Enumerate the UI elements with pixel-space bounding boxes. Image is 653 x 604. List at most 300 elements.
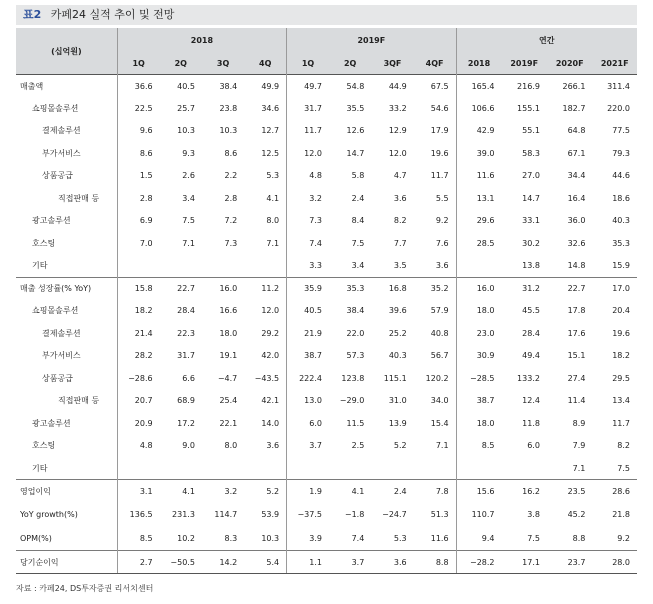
earnings-table — [16, 28, 637, 574]
table-cell: 3.6 — [393, 193, 407, 203]
table-cell: 16.4 — [567, 193, 586, 203]
row-label: 상품공급 — [42, 171, 73, 181]
table-cell: 5.2 — [393, 441, 407, 451]
table-cell: 12.7 — [261, 126, 280, 136]
stub-header: (십억원) — [16, 28, 117, 75]
table-cell: 8.0 — [224, 441, 238, 451]
table-cell: 7.9 — [572, 441, 586, 451]
table-cell: 11.2 — [244, 277, 286, 300]
column-header: 3Q — [202, 52, 244, 75]
table-cell: 36.0 — [567, 216, 586, 226]
table-cell: 3.1 — [117, 480, 159, 504]
table-cell: 15.1 — [567, 351, 586, 361]
table-cell: 54.6 — [430, 103, 449, 113]
table-cell: 7.4 — [351, 533, 365, 543]
table-cell: 3.6 — [266, 441, 280, 451]
table-cell: 28.0 — [592, 550, 637, 574]
table-cell: 222.4 — [287, 367, 329, 390]
table-cell: 68.9 — [177, 396, 195, 406]
table-cell: 17.6 — [567, 328, 586, 338]
table-cell: 16.2 — [502, 480, 547, 504]
table-cell: 58.3 — [522, 148, 540, 158]
table-cell: 17.8 — [567, 306, 586, 316]
table-cell: 67.5 — [430, 81, 449, 91]
table-cell: 31.0 — [388, 396, 407, 406]
table-cell: 7.5 — [527, 533, 540, 543]
table-cell: 6.6 — [182, 373, 195, 383]
table-cell: 22.0 — [346, 328, 365, 338]
table-cell: −50.5 — [160, 550, 202, 574]
table-cell: 12.5 — [261, 148, 280, 158]
table-cell: 28.4 — [522, 328, 540, 338]
row-label: 쇼핑몰솔루션 — [32, 103, 79, 113]
table-cell: 45.5 — [522, 306, 540, 316]
table-cell: 11.7 — [430, 171, 449, 181]
table-cell: 2.6 — [182, 171, 195, 181]
table-cell: 18.6 — [612, 193, 630, 203]
table-cell: 13.0 — [287, 390, 329, 413]
table-cell: 67.1 — [567, 148, 586, 158]
table-cell: 3.4 — [182, 193, 195, 203]
table-cell — [160, 457, 202, 480]
table-cell — [456, 457, 501, 480]
table-cell: 8.3 — [224, 533, 238, 543]
table-cell: 1.9 — [287, 480, 329, 504]
table-cell: 7.8 — [414, 480, 456, 504]
table-cell: 11.7 — [287, 120, 329, 143]
table-cell: 17.2 — [177, 418, 195, 428]
table-cell: 2.4 — [371, 480, 413, 504]
table-cell: 3.4 — [351, 261, 365, 270]
table-cell: 3.7 — [329, 550, 371, 574]
table-cell: 120.2 — [425, 373, 449, 383]
table-row — [16, 322, 637, 345]
table-cell: 7.5 — [182, 216, 195, 226]
table-cell: 21.9 — [287, 322, 329, 345]
table-title-bar — [16, 5, 637, 25]
table-cell — [202, 457, 244, 480]
table-cell: 5.3 — [393, 533, 407, 543]
table-cell: 7.3 — [287, 210, 329, 233]
table-cell: 9.4 — [456, 527, 501, 551]
table-cell: 4.1 — [329, 480, 371, 504]
table-row — [16, 97, 637, 120]
table-cell: 14.0 — [261, 418, 280, 428]
table-cell: 220.0 — [607, 103, 630, 113]
table-cell: −43.5 — [254, 373, 280, 383]
row-label: 매출액 — [20, 81, 44, 91]
table-cell: 2.8 — [117, 187, 159, 210]
table-cell — [287, 457, 329, 480]
table-cell: 22.1 — [219, 418, 238, 428]
table-cell: 18.2 — [612, 351, 630, 361]
table-cell — [414, 457, 456, 480]
table-cell — [244, 457, 286, 480]
table-cell: 15.8 — [117, 277, 159, 300]
table-cell: −28.5 — [456, 367, 501, 390]
table-cell: 40.5 — [287, 300, 329, 323]
table-cell: −37.5 — [287, 503, 329, 527]
table-cell: −28.6 — [117, 367, 159, 390]
table-title: 카페24 실적 추이 및 전망 — [50, 8, 175, 21]
table-cell: 20.9 — [117, 412, 159, 435]
row-label: 결제솔루션 — [42, 328, 81, 338]
table-cell: 32.6 — [567, 238, 586, 248]
table-cell: 51.3 — [430, 510, 449, 520]
table-cell: 28.5 — [456, 232, 501, 255]
table-cell: 4.8 — [287, 165, 329, 188]
table-cell: −1.8 — [344, 510, 365, 520]
row-label: 기타 — [32, 463, 48, 473]
table-cell: 31.7 — [177, 351, 195, 361]
table-cell: −4.7 — [217, 373, 238, 383]
table-cell: 3.6 — [435, 261, 449, 270]
table-cell: 12.6 — [346, 126, 365, 136]
table-cell: 45.2 — [567, 510, 586, 520]
table-cell: 36.6 — [117, 75, 159, 98]
table-cell: 6.9 — [117, 210, 159, 233]
table-cell: 8.6 — [117, 142, 159, 165]
table-cell: 3.8 — [527, 510, 540, 520]
table-cell: 22.7 — [160, 277, 202, 300]
table-cell: 7.3 — [224, 238, 238, 248]
table-cell: 133.2 — [517, 373, 540, 383]
table-cell: 10.2 — [177, 533, 195, 543]
column-header: 1Q — [117, 52, 159, 75]
table-cell: 114.7 — [214, 510, 238, 520]
table-cell: 11.6 — [456, 165, 501, 188]
table-cell: 38.4 — [219, 81, 238, 91]
table-cell: 216.9 — [517, 81, 540, 91]
table-cell: 34.4 — [567, 171, 586, 181]
table-cell: 8.0 — [266, 216, 280, 226]
row-label: OPM(%) — [20, 533, 52, 543]
table-cell: 16.6 — [219, 306, 238, 316]
table-cell: 10.3 — [219, 126, 238, 136]
table-cell: 1.5 — [117, 165, 159, 188]
row-label: 쇼핑몰솔루션 — [32, 306, 79, 316]
table-cell: 18.0 — [456, 412, 501, 435]
table-cell: 13.1 — [456, 187, 501, 210]
table-cell: 40.3 — [388, 351, 407, 361]
table-row — [16, 412, 637, 435]
row-label: 결제솔루션 — [42, 126, 81, 136]
table-cell: 35.3 — [329, 277, 371, 300]
column-header: 2021F — [592, 52, 637, 75]
table-row — [16, 503, 637, 527]
column-header: 3QF — [371, 52, 413, 75]
row-label: 기타 — [32, 261, 48, 270]
table-cell: 8.5 — [117, 527, 159, 551]
table-cell: 35.9 — [287, 277, 329, 300]
table-cell: 22.3 — [177, 328, 195, 338]
table-cell: 15.9 — [612, 261, 630, 270]
table-cell: 266.1 — [562, 81, 586, 91]
table-cell: 18.0 — [219, 328, 238, 338]
table-cell: 40.5 — [177, 81, 195, 91]
row-label: 직접판매 등 — [58, 193, 100, 203]
table-cell: 64.8 — [567, 126, 586, 136]
table-cell: 136.5 — [117, 503, 159, 527]
table-cell: 29.2 — [261, 328, 280, 338]
column-header: 2Q — [160, 52, 202, 75]
table-row — [16, 300, 637, 323]
table-row — [16, 435, 637, 458]
table-cell: 7.4 — [287, 232, 329, 255]
table-cell: 115.1 — [383, 373, 407, 383]
table-cell: 28.6 — [592, 480, 637, 504]
table-cell: 123.8 — [341, 373, 365, 383]
table-cell: 9.6 — [117, 120, 159, 143]
table-cell: 3.9 — [287, 527, 329, 551]
table-cell: 7.1 — [266, 238, 280, 248]
table-cell: 3.5 — [393, 261, 407, 270]
table-row — [16, 480, 637, 504]
table-cell: 20.7 — [117, 390, 159, 413]
table-cell: 7.2 — [224, 216, 238, 226]
table-row — [16, 255, 637, 278]
column-header: 2018 — [456, 52, 501, 75]
row-label: 영업이익 — [16, 480, 117, 504]
table-cell: 40.3 — [612, 216, 630, 226]
table-cell: 7.5 — [351, 238, 365, 248]
table-cell: 5.4 — [244, 550, 286, 574]
table-cell: 17.0 — [592, 277, 637, 300]
table-cell: 4.1 — [160, 480, 202, 504]
table-cell: 14.2 — [202, 550, 244, 574]
table-row — [16, 367, 637, 390]
row-label: YoY growth(%) — [20, 510, 78, 520]
table-cell: 155.1 — [517, 103, 540, 113]
table-cell: 5.8 — [351, 171, 365, 181]
table-cell: 33.1 — [522, 216, 540, 226]
table-cell: 11.7 — [612, 418, 630, 428]
table-cell: 14.7 — [346, 148, 365, 158]
table-cell: 77.5 — [612, 126, 630, 136]
source-note: 자료 : 카페24, DS투자증권 리서치센터 — [16, 584, 154, 593]
table-cell: 1.1 — [287, 550, 329, 574]
table-cell: 5.2 — [244, 480, 286, 504]
table-cell: 3.6 — [371, 550, 413, 574]
table-cell: 13.8 — [522, 261, 540, 270]
table-cell: 33.2 — [388, 103, 407, 113]
group-header-2018: 2018 — [117, 28, 286, 52]
table-cell: 7.1 — [435, 441, 449, 451]
column-header: 4Q — [244, 52, 286, 75]
table-cell: 3.2 — [287, 187, 329, 210]
row-label: 부가서비스 — [42, 148, 81, 158]
table-cell: 28.4 — [177, 306, 195, 316]
column-header: 2020F — [547, 52, 592, 75]
table-cell: 31.7 — [287, 97, 329, 120]
table-cell: 9.2 — [617, 533, 630, 543]
table-cell: 14.7 — [522, 193, 540, 203]
table-cell: 3.2 — [202, 480, 244, 504]
row-label: 매출 성장률(% YoY) — [16, 277, 117, 300]
table-cell: 16.0 — [456, 277, 501, 300]
table-cell — [117, 255, 159, 278]
table-cell: 49.9 — [261, 81, 280, 91]
table-cell: 23.7 — [547, 550, 592, 574]
table-cell: 56.7 — [430, 351, 449, 361]
table-cell: 12.4 — [522, 396, 540, 406]
table-cell: 57.3 — [346, 351, 365, 361]
table-cell: 38.7 — [456, 390, 501, 413]
table-cell: 18.2 — [117, 300, 159, 323]
table-cell: 8.2 — [617, 441, 630, 451]
table-cell: 7.0 — [117, 232, 159, 255]
table-cell: 8.8 — [414, 550, 456, 574]
group-header-2019f: 2019F — [287, 28, 456, 52]
table-cell: 15.4 — [430, 418, 449, 428]
table-cell: 7.7 — [393, 238, 407, 248]
table-cell: 38.7 — [287, 345, 329, 368]
table-cell: 30.2 — [522, 238, 540, 248]
table-cell: 14.8 — [567, 261, 586, 270]
table-cell: 5.5 — [435, 193, 449, 203]
table-cell: 3.3 — [287, 255, 329, 278]
table-cell: 7.1 — [182, 238, 195, 248]
table-cell: 11.5 — [346, 418, 365, 428]
table-cell: 231.3 — [172, 510, 195, 520]
table-cell: 2.7 — [117, 550, 159, 574]
table-row — [16, 165, 637, 188]
table-cell: 19.1 — [219, 351, 238, 361]
table-cell: 40.8 — [430, 328, 449, 338]
table-cell: 8.5 — [456, 435, 501, 458]
table-cell: 30.9 — [456, 345, 501, 368]
table-cell: 55.1 — [522, 126, 540, 136]
table-cell: 13.4 — [612, 396, 630, 406]
table-cell: 7.1 — [572, 463, 586, 473]
table-cell: 8.4 — [351, 216, 365, 226]
table-cell: 22.7 — [547, 277, 592, 300]
table-cell: 4.1 — [266, 193, 280, 203]
row-label: 부가서비스 — [42, 351, 81, 361]
table-cell: 35.2 — [414, 277, 456, 300]
table-row — [16, 527, 637, 551]
table-cell: 49.7 — [287, 75, 329, 98]
table-cell — [456, 255, 501, 278]
table-cell: 9.3 — [182, 148, 195, 158]
table-cell: 39.0 — [456, 142, 501, 165]
table-cell: 12.0 — [388, 148, 407, 158]
table-row — [16, 345, 637, 368]
table-cell: 57.9 — [430, 306, 449, 316]
table-cell: 23.0 — [456, 322, 501, 345]
table-cell: 12.9 — [388, 126, 407, 136]
table-cell: 110.7 — [456, 503, 501, 527]
table-cell: 10.3 — [177, 126, 195, 136]
table-cell: 25.7 — [177, 103, 195, 113]
table-cell: 35.5 — [346, 103, 365, 113]
table-row — [16, 550, 637, 574]
table-cell: 79.3 — [612, 148, 630, 158]
table-cell: 13.9 — [388, 418, 407, 428]
table-cell: 4.8 — [117, 435, 159, 458]
table-row — [16, 75, 637, 98]
table-cell: 29.5 — [612, 373, 630, 383]
table-cell — [371, 457, 413, 480]
table-cell: 165.4 — [456, 75, 501, 98]
table-cell: 15.6 — [456, 480, 501, 504]
table-cell: 27.0 — [522, 171, 540, 181]
table-cell — [329, 457, 371, 480]
table-cell: 16.0 — [202, 277, 244, 300]
table-cell: 54.8 — [346, 81, 365, 91]
table-cell: 19.6 — [430, 148, 449, 158]
table-cell: 21.4 — [117, 322, 159, 345]
table-cell: 12.0 — [261, 306, 280, 316]
table-row — [16, 120, 637, 143]
table-cell: 11.6 — [430, 533, 449, 543]
group-header-annual: 연간 — [456, 28, 637, 52]
table-cell: −28.2 — [456, 550, 501, 574]
table-cell: −29.0 — [339, 396, 365, 406]
table-cell — [502, 457, 547, 480]
table-cell — [244, 255, 286, 278]
row-label: 호스팅 — [32, 238, 56, 248]
table-cell: 25.2 — [388, 328, 407, 338]
table-cell: 42.9 — [456, 120, 501, 143]
table-cell: 39.6 — [388, 306, 407, 316]
table-cell: 8.2 — [393, 216, 407, 226]
table-cell: 23.5 — [547, 480, 592, 504]
row-label: 당기순이익 — [16, 550, 117, 574]
table-cell — [202, 255, 244, 278]
table-cell: 38.4 — [346, 306, 365, 316]
table-cell: 53.9 — [261, 510, 280, 520]
table-cell: 2.5 — [351, 441, 365, 451]
row-label: 광고솔루션 — [32, 216, 71, 226]
table-cell: 19.6 — [612, 328, 630, 338]
table-cell: 4.7 — [393, 171, 407, 181]
table-cell: −24.7 — [382, 510, 407, 520]
table-cell — [160, 255, 202, 278]
table-cell: 11.8 — [522, 418, 540, 428]
table-cell: 16.8 — [371, 277, 413, 300]
table-row — [16, 457, 637, 480]
table-cell: 106.6 — [456, 97, 501, 120]
table-row — [16, 187, 637, 210]
table-cell: 22.5 — [117, 97, 159, 120]
table-cell: 21.8 — [612, 510, 630, 520]
column-header: 4QF — [414, 52, 456, 75]
table-cell: 31.2 — [502, 277, 547, 300]
table-cell: 34.6 — [261, 103, 280, 113]
table-cell: 10.3 — [261, 533, 280, 543]
table-cell: 12.0 — [287, 142, 329, 165]
table-label: 표2 — [23, 8, 42, 21]
table-cell: 2.2 — [224, 171, 238, 181]
table-cell: 49.4 — [522, 351, 540, 361]
table-cell: 42.0 — [261, 351, 280, 361]
table-cell: 27.4 — [567, 373, 586, 383]
table-row — [16, 277, 637, 300]
table-cell: 2.4 — [351, 193, 365, 203]
table-row — [16, 390, 637, 413]
table-row — [16, 232, 637, 255]
row-label: 직접판매 등 — [58, 396, 100, 406]
table-cell: 7.6 — [435, 238, 449, 248]
table-cell: 18.0 — [456, 300, 501, 323]
table-cell: 8.8 — [572, 533, 586, 543]
table-cell: 9.2 — [435, 216, 449, 226]
table-cell: 35.3 — [612, 238, 630, 248]
column-header: 2Q — [329, 52, 371, 75]
table-cell: 44.9 — [388, 81, 407, 91]
table-cell: 17.9 — [430, 126, 449, 136]
